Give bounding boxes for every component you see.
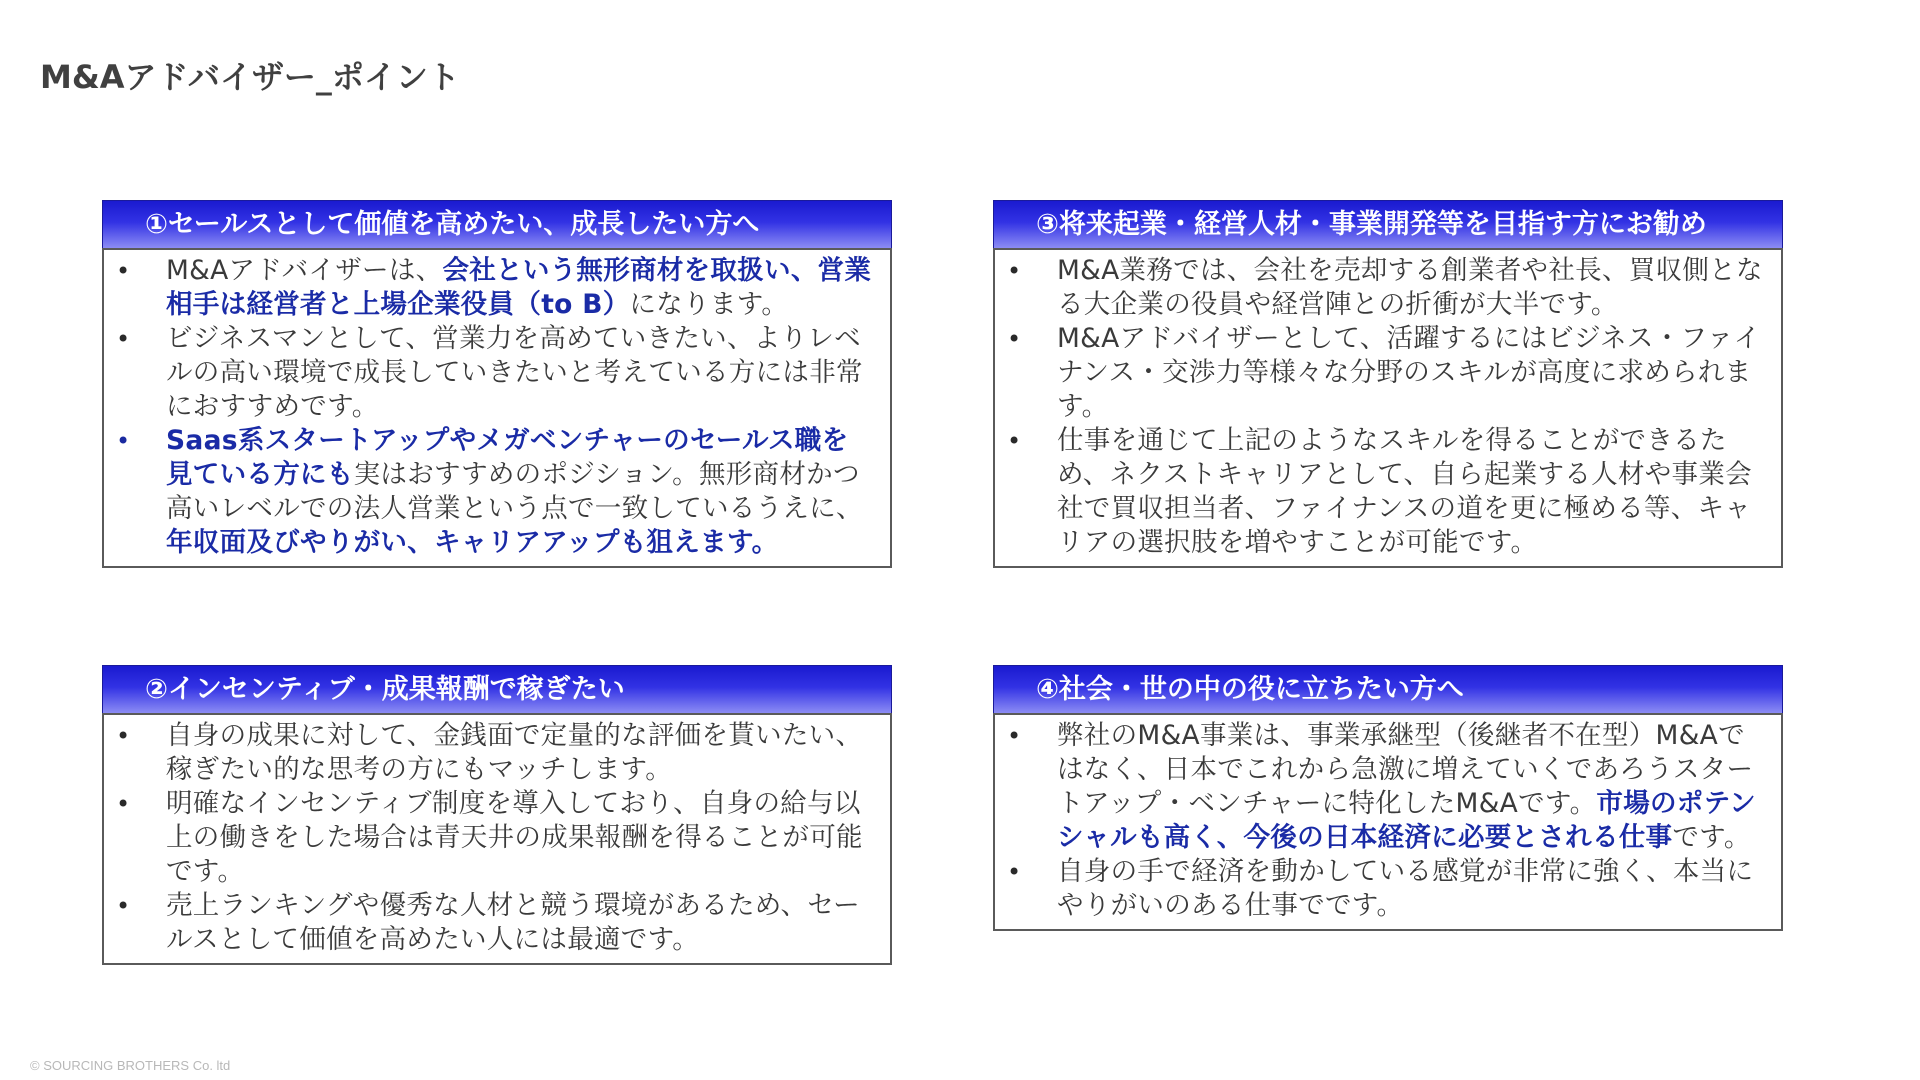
bullet-item (1005, 719, 1765, 855)
bullet-text: M&A業務では、会社を売却する創業者や社長、買収側となる大企業の役員や経営陣との折衝が大半です。 (1057, 255, 1763, 320)
bullet-text: です。 (1672, 822, 1751, 853)
highlight-text: Saas系スタートアップやメガベンチャーのセールス職を見ている方にも (166, 425, 849, 490)
bullet-text: 自身の成果に対して、金銭面で定量的な評価を貰いたい、稼ぎたい的な思考の方にもマッチします。 (166, 720, 863, 785)
panel-header: ②インセンティブ・成果報酬で稼ぎたい (102, 665, 892, 713)
panel-sales-growth (102, 200, 892, 568)
highlight-text: 会社という無形商材を取扱い、営業相手は経営者と上場企業役員（to B） (166, 255, 872, 320)
bullet-item (1005, 322, 1765, 424)
bullet-text: 実はおすすめのポジション。無形商材かつ高いレベルでの法人営業という点で一致しているうえに、 (166, 459, 863, 524)
bullet-text: 明確なインセンティブ制度を導入しており、自身の給与以上の働きをした場合は青天井の成果報酬を得ることが可能です。 (166, 788, 863, 887)
panel-incentive (102, 665, 892, 965)
panel-header: ③将来起業・経営人材・事業開発等を目指す方にお勧め (993, 200, 1783, 248)
panel-body (102, 248, 892, 568)
bullet-text: M&Aアドバイザーは、 (166, 255, 443, 286)
bullet-item (114, 322, 874, 424)
bullet-item (1005, 424, 1765, 560)
bullet-list (1005, 719, 1765, 923)
bullet-text: M&Aアドバイザーとして、活躍するにはビジネス・ファイナンス・交渉力等様々な分野のスキルが高度に求められます。 (1057, 323, 1761, 422)
panel-future-career (993, 200, 1783, 568)
bullet-item (1005, 254, 1765, 322)
bullet-list (1005, 254, 1765, 560)
panel-body (993, 713, 1783, 931)
bullet-text: 弊社のM&A事業は、事業承継型（後継者不在型）M&Aではなく、日本でこれから急激に増えていくであろうスタートアップ・ベンチャーに特化したM&Aです。 (1057, 720, 1754, 819)
bullet-text: 仕事を通じて上記のようなスキルを得ることができるため、ネクストキャリアとして、自ら起業する人材や事業会社で買収担当者、ファイナンスの道を更に極める等、キャリアの選択肢を増やすことが可能です。 (1057, 425, 1752, 558)
page-title: M&Aアドバイザー_ポイント (40, 58, 460, 96)
highlight-text: 市場のポテンシャルも高く、今後の日本経済に必要とされる仕事 (1057, 788, 1756, 853)
bullet-item (114, 719, 874, 787)
highlight-text: 年収面及びやりがい、キャリアアップも狙えます。 (166, 527, 779, 558)
bullet-text: ビジネスマンとして、営業力を高めていきたい、よりレベルの高い環境で成長していきたいと考えている方には非常におすすめです。 (166, 323, 863, 422)
bullet-item (114, 889, 874, 957)
bullet-item (114, 787, 874, 889)
panel-header: ④社会・世の中の役に立ちたい方へ (993, 665, 1783, 713)
bullet-list (114, 254, 874, 560)
bullet-text: になります。 (629, 289, 789, 320)
panel-header: ①セールスとして価値を高めたい、成長したい方へ (102, 200, 892, 248)
bullet-text: 自身の手で経済を動かしている感覚が非常に強く、本当にやりがいのある仕事でです。 (1057, 856, 1754, 921)
panel-body (102, 713, 892, 965)
bullet-text: 売上ランキングや優秀な人材と競う環境があるため、セールスとして価値を高めたい人には最適です。 (166, 890, 860, 955)
bullet-list (114, 719, 874, 957)
bullet-item (1005, 855, 1765, 923)
bullet-item (114, 254, 874, 322)
bullet-item (114, 424, 874, 560)
panel-body (993, 248, 1783, 568)
panel-social-contribution (993, 665, 1783, 931)
copyright-notice: © SOURCING BROTHERS Co. ltd (30, 1058, 231, 1073)
